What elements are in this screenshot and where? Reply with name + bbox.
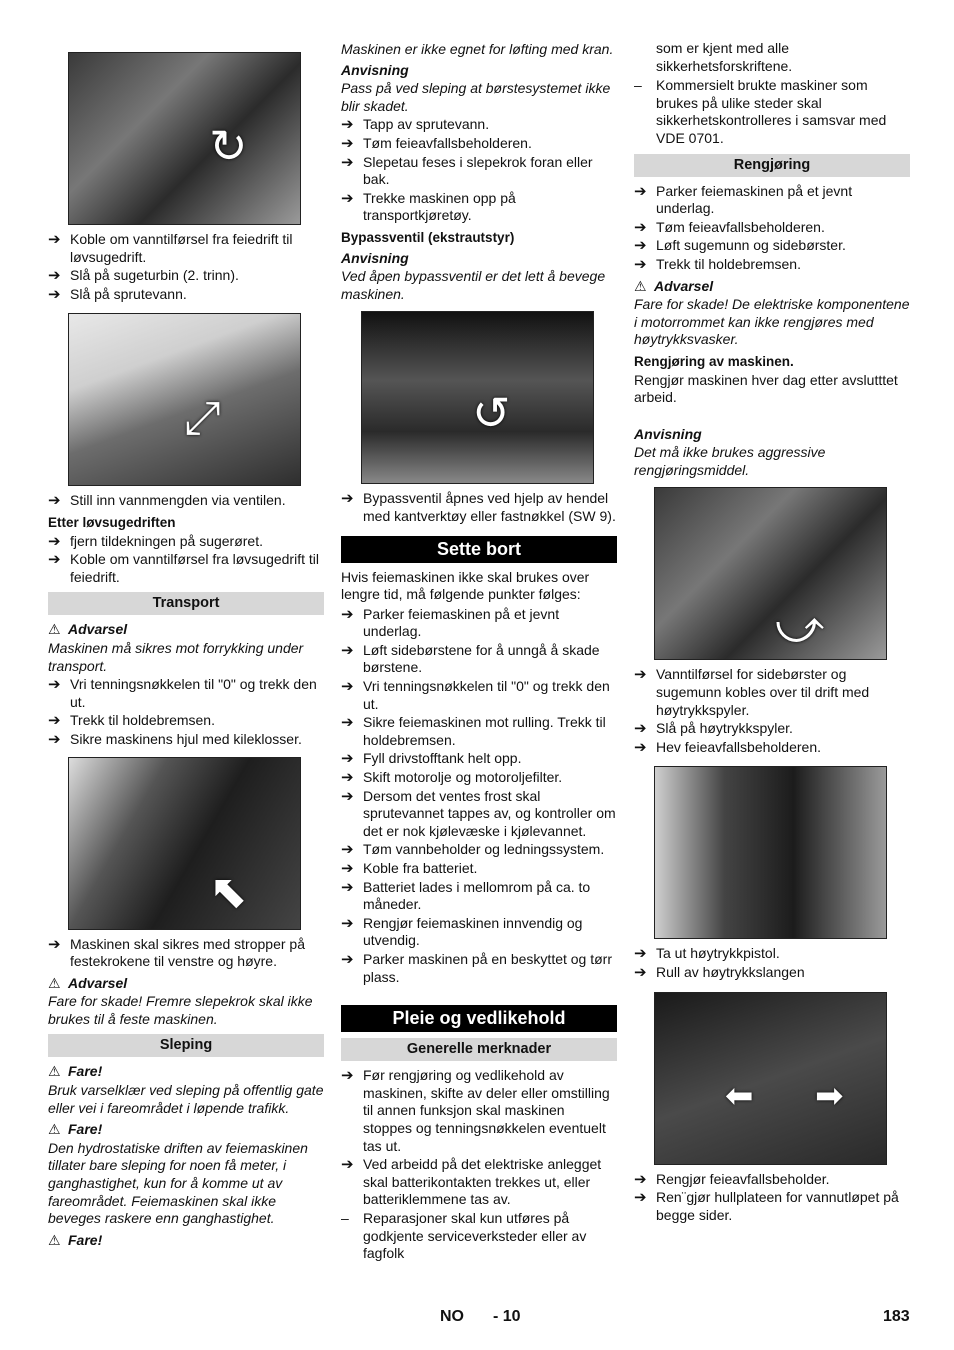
instruction-text: Parker feiemaskinen på et jevnt underlag. xyxy=(363,605,560,640)
instruction-step xyxy=(634,666,910,719)
storage-intro: Hvis feiemaskinen ikke skal brukes over lengre tid, må følgende punkter følges: xyxy=(341,568,590,603)
instruction-step xyxy=(341,1067,617,1155)
instruction-step xyxy=(634,1189,910,1224)
instruction-text: Dersom det ventes frost skal sprutevannet tappes av, og kontroller om det er nok kjølevæske i kjølevannet. xyxy=(363,787,616,839)
column-3 xyxy=(634,40,910,1225)
instruction-text: Batteriet lades i mellomrom på ca. to måneder. xyxy=(363,878,591,913)
instruction-step xyxy=(634,237,910,255)
arrow-bullet-icon: ➔ xyxy=(48,730,61,748)
instruction-text: Sikre feiemaskinen mot rulling. Trekk til holdebremsen. xyxy=(363,714,606,748)
photo-high-pressure-gun xyxy=(654,766,887,939)
arrow-right-icon: ➡ xyxy=(815,1076,844,1115)
arrow-bullet-icon: ➔ xyxy=(341,153,354,171)
instruction-text: Slå på sprutevann. xyxy=(70,285,187,302)
arrow-bullet-icon: ➔ xyxy=(341,714,354,732)
heading-bypass-valve: Bypassventil (ekstrautstyr) xyxy=(341,229,515,245)
note-label: Anvisning xyxy=(634,425,702,442)
instruction-text: Tøm vannbeholder og ledningssystem. xyxy=(363,841,605,858)
instruction-text: Trekk til holdebremsen. xyxy=(656,255,801,272)
instruction-step xyxy=(341,769,617,787)
instruction-text: Koble om vanntilførsel fra løvsugedrift til feiedrift. xyxy=(70,551,319,585)
instruction-step xyxy=(341,642,617,677)
arrow-bullet-icon: ➔ xyxy=(634,255,647,273)
instruction-step xyxy=(341,116,617,134)
continued-text: som er kjent med alle sikkerhetsforskriftene. xyxy=(656,40,793,74)
instruction-step xyxy=(48,492,324,510)
arrow-bullet-icon: ➔ xyxy=(341,860,354,877)
section-transport: Transport xyxy=(48,592,324,615)
instruction-text: Vri tenningsnøkkelen til "0" og trekk den ut. xyxy=(363,678,610,712)
arrow-bullet-icon: ➔ xyxy=(634,1189,647,1207)
note-label-2: Anvisning xyxy=(341,249,409,266)
rotate-arrow-icon: ↻ xyxy=(209,120,248,172)
instruction-step xyxy=(341,951,617,986)
arrow-bullet-icon: ➔ xyxy=(48,267,61,285)
arrow-bullet-icon: ➔ xyxy=(634,1170,647,1188)
photo-water-valve xyxy=(68,52,301,225)
instruction-text: Løft sidebørstene for å unngå å skade børstene. xyxy=(363,641,600,676)
instruction-text: Rull av høytrykkslangen xyxy=(656,964,805,981)
section-generelle-merknader: Generelle merknader xyxy=(341,1038,617,1061)
arrow-bullet-icon: ➔ xyxy=(48,935,61,953)
instruction-text: Vri tenningsnøkkelen til "0" og trekk den ut. xyxy=(70,676,317,710)
instruction-step xyxy=(634,739,910,757)
arrow-bullet-icon: ➔ xyxy=(341,914,354,932)
arrow-bullet-icon: ➔ xyxy=(634,218,647,236)
section-sleping: Sleping xyxy=(48,1034,324,1057)
instruction-step xyxy=(341,841,617,859)
instruction-text: Løft sugemunn og sidebørster. xyxy=(656,237,846,254)
arrow-bullet-icon: ➔ xyxy=(341,878,354,896)
instruction-text: Trekke maskinen opp på transportkjøretøy. xyxy=(363,189,516,224)
instruction-step xyxy=(634,945,910,963)
arrow-bullet-icon: ➔ xyxy=(634,964,647,982)
instruction-step xyxy=(48,936,324,971)
warning-triangle-icon: ⚠ xyxy=(634,277,647,294)
instruction-text: Ved arbeidd på det elektriske anlegget skal batterikontakten trekkes ut, eller batteriklemmene tas av. xyxy=(363,1156,602,1208)
arrow-bullet-icon: ➔ xyxy=(341,678,354,696)
arrow-left-icon: ⬅ xyxy=(725,1076,754,1115)
column-2 xyxy=(341,40,617,1264)
danger-text-1: Bruk varselklær ved sleping på offentlig gate eller vei i fareområdet i løpende trafikk. xyxy=(48,1082,324,1116)
warning-triangle-icon: ⚠ xyxy=(48,1063,61,1080)
instruction-text: Slepetau feses i slepekrok foran eller bak. xyxy=(363,153,593,188)
warning-triangle-icon: ⚠ xyxy=(48,621,61,638)
instruction-text: Tøm feieavfallsbeholderen. xyxy=(656,218,825,235)
arrow-bullet-icon: ➔ xyxy=(48,231,61,248)
arrow-bullet-icon: ➔ xyxy=(341,641,354,659)
instruction-step xyxy=(341,1156,617,1209)
rotate-arrow-icon: ⤻ xyxy=(775,600,825,653)
instruction-step xyxy=(341,714,617,749)
section-pleie-vedlikehold: Pleie og vedlikehold xyxy=(341,1005,617,1032)
instruction-text: Før rengjøring og vedlikehold av maskinen, skifte av deler eller omstilling til annen funksjon skal maskinen stoppes og tenningsnøkkelen eventuelt tas ut. xyxy=(363,1067,610,1154)
photo-bypass-valve xyxy=(361,311,594,484)
arrow-bullet-icon: ➔ xyxy=(48,532,61,550)
instruction-text: Vanntilførsel for sidebørster og sugemunn kobles over til drift med høytrykkspyler. xyxy=(656,666,870,718)
instruction-text: Bypassventil åpnes ved hjelp av hendel med kantverktøy eller fastnøkkel (SW 9). xyxy=(363,490,616,524)
danger-label-2: ⚠ Fare! xyxy=(48,1121,103,1138)
warning-label-2: ⚠ Advarsel xyxy=(48,974,128,991)
instruction-text: Trekk til holdebremsen. xyxy=(70,712,215,729)
note-text-1: Pass på ved sleping at børstesystemet ikke blir skadet. xyxy=(341,80,611,114)
column-1 xyxy=(48,52,324,1250)
instruction-text: Slå på sugeturbin (2. trinn). xyxy=(70,267,239,284)
instruction-step xyxy=(341,915,617,950)
arrow-bullet-icon: ➔ xyxy=(634,666,647,684)
instruction-step xyxy=(48,286,324,304)
arrow-bullet-icon: ➔ xyxy=(634,720,647,738)
warning-triangle-icon: ⚠ xyxy=(48,1121,61,1138)
section-rengjoring: Rengjøring xyxy=(634,154,910,177)
arrow-bullet-icon: ➔ xyxy=(48,676,61,694)
instruction-step xyxy=(634,183,910,218)
arrow-bullet-icon: ➔ xyxy=(48,551,61,569)
instruction-text: Parker maskinen på en beskyttet og tørr plass. xyxy=(363,950,612,985)
note-label-1: Anvisning xyxy=(341,61,409,78)
photo-suction-hose xyxy=(68,313,301,486)
arrow-bullet-icon: ➔ xyxy=(341,841,354,859)
instruction-step xyxy=(634,720,910,738)
instruction-step xyxy=(341,788,617,841)
arrow-bullet-icon: ➔ xyxy=(341,769,354,787)
danger-text-2: Den hydrostatiske driften av feiemaskinen tillater bare sleping for noen få meter, i ganghastighet, kun for å komme ut av fareområdet. Feiemaskinen skal ikke beveges raskere enn ganghastighet. xyxy=(48,1139,308,1227)
instruction-text: Fyll drivstofftank helt opp. xyxy=(363,750,522,767)
instruction-text: Rengjør feiemaskinen innvendig og utvendig. xyxy=(363,914,583,949)
arrow-bullet-icon: ➔ xyxy=(634,945,647,963)
arrow-bullet-icon: ➔ xyxy=(341,1067,354,1085)
arrow-bullet-icon: ➔ xyxy=(341,490,354,508)
footer-language: NO xyxy=(440,1308,464,1325)
instruction-step xyxy=(341,879,617,914)
instruction-step xyxy=(48,676,324,711)
footer-page-number: 183 xyxy=(883,1308,910,1325)
crane-note: Maskinen er ikke egnet for løfting med kran. xyxy=(341,41,614,57)
dash-item: – Reparasjoner skal kun utføres på godkjente serviceverksteder eller av fagfolk xyxy=(341,1209,587,1262)
arrow-bullet-icon: ➔ xyxy=(341,787,354,805)
instruction-text: Skift motorolje og motoroljefilter. xyxy=(363,769,563,786)
dash-item: – Kommersielt brukte maskiner som brukes på ulike steder skal sikkerhetskontrolleres i samsvar med VDE 0701. xyxy=(634,77,887,146)
warning-triangle-icon: ⚠ xyxy=(48,1231,61,1248)
instruction-text: Tøm feieavfallsbeholderen. xyxy=(363,134,532,151)
instruction-text: Koble om vanntilførsel fra feiedrift til løvsugedrift. xyxy=(70,231,293,265)
electrical-warning-text: Fare for skade! De elektriske komponentene i motorrommet kan ikke rengjøres med høytrykksvasker. xyxy=(634,296,910,348)
instruction-step xyxy=(341,860,617,878)
pointer-arrow-icon: ⬉ xyxy=(209,864,248,917)
tow-hook-warning-text: Fare for skade! Fremre slepekrok skal ikke brukes til å feste maskinen. xyxy=(48,993,313,1027)
arrow-bullet-icon: ➔ xyxy=(48,285,61,303)
warning-label: ⚠ Advarsel xyxy=(634,277,714,294)
instruction-text: Ren¨gjør hullplateen for vannutløpet på begge sider. xyxy=(656,1189,899,1223)
instruction-step xyxy=(48,231,324,266)
photo-perforated-plate xyxy=(654,992,887,1165)
instruction-step xyxy=(48,551,324,586)
instruction-text: Sikre maskinens hjul med kileklosser. xyxy=(70,730,302,747)
instruction-step xyxy=(341,154,617,189)
arrow-bullet-icon: ➔ xyxy=(48,712,61,730)
instruction-step xyxy=(341,490,617,525)
arrow-bullet-icon: ➔ xyxy=(48,492,61,510)
instruction-step xyxy=(341,750,617,768)
photo-wheel-hook xyxy=(68,757,301,930)
footer-local-page: - 10 xyxy=(493,1308,521,1325)
clean-machine-text: Rengjør maskinen hver dag etter avslutttet arbeid. xyxy=(634,371,898,406)
arrow-bullet-icon: ➔ xyxy=(341,750,354,768)
instruction-step xyxy=(341,135,617,153)
instruction-text: Koble fra batteriet. xyxy=(363,860,478,876)
heading-after-leaf-suction: Etter løvsugedriften xyxy=(48,514,176,530)
danger-label-3: ⚠ Fare! xyxy=(48,1231,103,1248)
arrow-bullet-icon: ➔ xyxy=(341,1156,354,1174)
instruction-text: Hev feieavfallsbeholderen. xyxy=(656,738,821,755)
warning-label: ⚠ Advarsel xyxy=(48,621,128,638)
note-text: Det må ikke brukes aggressive rengjøringsmiddel. xyxy=(634,444,826,478)
instruction-text: Rengjør feieavfallsbeholder. xyxy=(656,1170,830,1187)
instruction-step xyxy=(341,678,617,713)
danger-label-1: ⚠ Fare! xyxy=(48,1063,103,1080)
instruction-step xyxy=(341,606,617,641)
instruction-step xyxy=(48,712,324,730)
instruction-text: Still inn vannmengden via ventilen. xyxy=(70,492,286,509)
direction-arrow-icon: ⤢ xyxy=(184,391,221,444)
instruction-step xyxy=(48,267,324,285)
arrow-bullet-icon: ➔ xyxy=(341,950,354,968)
instruction-step xyxy=(634,1171,910,1189)
note-text-2: Ved åpen bypassventil er det lett å bevege maskinen. xyxy=(341,268,606,302)
instruction-text: Maskinen skal sikres med stropper på festekrokene til venstre og høyre. xyxy=(70,935,305,970)
instruction-step xyxy=(634,964,910,982)
section-sette-bort: Sette bort xyxy=(341,536,617,563)
instruction-step xyxy=(634,256,910,274)
arrow-bullet-icon: ➔ xyxy=(341,116,354,134)
arrow-bullet-icon: ➔ xyxy=(341,134,354,152)
heading-clean-machine: Rengjøring av maskinen. xyxy=(634,353,794,369)
instruction-step xyxy=(48,731,324,749)
instruction-text: fjern tildekningen på sugerøret. xyxy=(70,532,263,549)
instruction-step xyxy=(48,533,324,551)
rotate-arrow-icon: ↺ xyxy=(472,387,511,440)
instruction-text: Slå på høytrykkspyler. xyxy=(656,720,793,737)
instruction-text: Ta ut høytrykkpistol. xyxy=(656,945,780,962)
transport-warning-text: Maskinen må sikres mot forrykking under transport. xyxy=(48,639,304,674)
arrow-bullet-icon: ➔ xyxy=(634,182,647,200)
warning-triangle-icon: ⚠ xyxy=(48,974,61,991)
arrow-bullet-icon: ➔ xyxy=(341,189,354,207)
instruction-text: Parker feiemaskinen på et jevnt underlag. xyxy=(656,182,853,217)
arrow-bullet-icon: ➔ xyxy=(634,237,647,255)
instruction-step xyxy=(341,190,617,225)
arrow-bullet-icon: ➔ xyxy=(341,605,354,623)
photo-water-valve-2 xyxy=(654,487,887,660)
instruction-step xyxy=(634,219,910,237)
instruction-text: Tapp av sprutevann. xyxy=(363,116,490,133)
arrow-bullet-icon: ➔ xyxy=(634,738,647,756)
